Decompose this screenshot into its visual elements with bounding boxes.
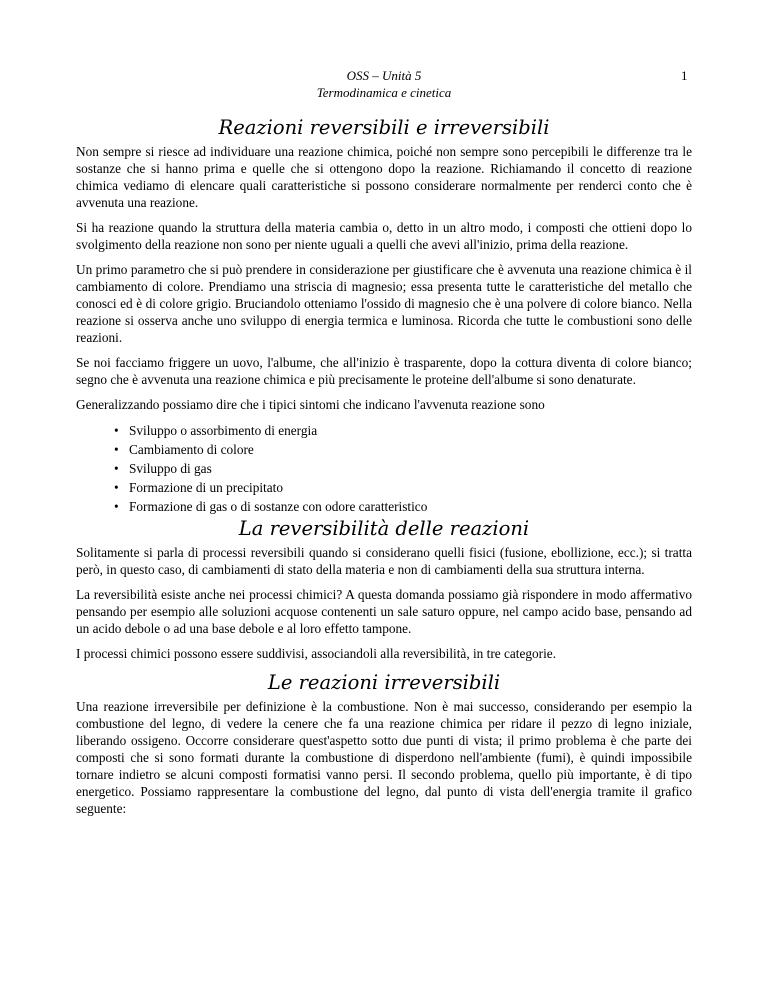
document-body [76,115,692,825]
paragraph: Si ha reazione quando la struttura della materia cambia o, detto in un altro modo, i composti che ottieni dopo lo svolgimento della reazione non sono per niente uguali a quelli che avevi all'inizio, prima della reazione. [76,220,692,252]
section-title-reversibility: La reversibilità delle reazioni [238,517,530,540]
paragraph: Generalizzando possiamo dire che i tipici sintomi che indicano l'avvenuta reazione sono [76,397,545,412]
page-header [0,67,768,101]
section-title-irreversible-reactions: Le reazioni irreversibili [267,671,501,694]
header-course: OSS – Unità 5 [346,68,422,83]
page-number: 1 [681,68,688,83]
section-title-reversible-irreversible: Reazioni reversibili e irreversibili [218,116,550,139]
header-topic: Termodinamica e cinetica [316,85,452,100]
paragraph: Un primo parametro che si può prendere in considerazione per giustificare che è avvenuta una reazione chimica è il cambiamento di colore. Prendiamo una striscia di magnesio; essa presenta tutte le caratteristiche del metallo che conosci ed è di colore grigio. Bruciandolo otteniamo l'ossido di magnesio che è una polvere di colore bianco. Nella reazione si osserva anche uno sviluppo di energia termica e luminosa. Ricorda che tutte le combustioni sono delle reazioni. [76,262,692,345]
paragraph: Solitamente si parla di processi reversibili quando si considerano quelli fisici (fusione, ebollizione, ecc.); si tratta però, in questo caso, di cambiamenti di stato della materia e non di cambiamenti della sua struttura interna. [76,545,692,577]
reaction-symptoms-list [76,421,692,516]
paragraph: Se noi facciamo friggere un uovo, l'albume, che all'inizio è trasparente, dopo la cottura diventa di colore bianco; segno che è avvenuta una reazione chimica e più precisamente le proteine dell'albume si sono denaturate. [76,355,692,387]
list-item: • Formazione di gas o di sostanze con odore caratteristico [114,497,692,516]
paragraph: La reversibilità esiste anche nei processi chimici? A questa domanda possiamo già rispondere in modo affermativo pensando per esempio alle soluzioni acquose contenenti un sale saturo oppure, nel campo acido base, pensando ad un acido debole o ad una base debole e al loro effetto tampone. [76,587,692,636]
list-item: • Cambiamento di colore [114,440,692,459]
list-item: • Sviluppo o assorbimento di energia [114,421,692,440]
list-item: • Formazione di un precipitato [114,478,692,497]
list-item: • Sviluppo di gas [114,459,692,478]
paragraph: Una reazione irreversibile per definizione è la combustione. Non è mai successo, considerando per esempio la combustione del legno, di vedere la cenere che fa una reazione chimica per ridare il pezzo di legno iniziale, liberando ossigeno. Occorre considerare quest'aspetto sotto due punti di vista; il primo problema è che parte dei composti che si sono formati durante la combustione di disperdono nell'ambiente (fumi), è quindi impossibile tornare indietro se alcuni composti formatisi vanno persi. Il secondo problema, quello più importante, è di tipo energetico. Possiamo rappresentare la combustione del legno, dal punto di vista dell'energia tramite il grafico seguente: [76,699,692,816]
paragraph: Non sempre si riesce ad individuare una reazione chimica, poiché non sempre sono percepibili le differenze tra le sostanze che si hanno prima e quelle che si ottengono dopo la reazione. Richiamando il concetto di reazione chimica vediamo di elencare quali caratteristiche si possono considerare normalmente per renderci conto che è avvenuta una reazione. [76,144,692,210]
paragraph: I processi chimici possono essere suddivisi, associandoli alla reversibilità, in tre categorie. [76,646,557,661]
